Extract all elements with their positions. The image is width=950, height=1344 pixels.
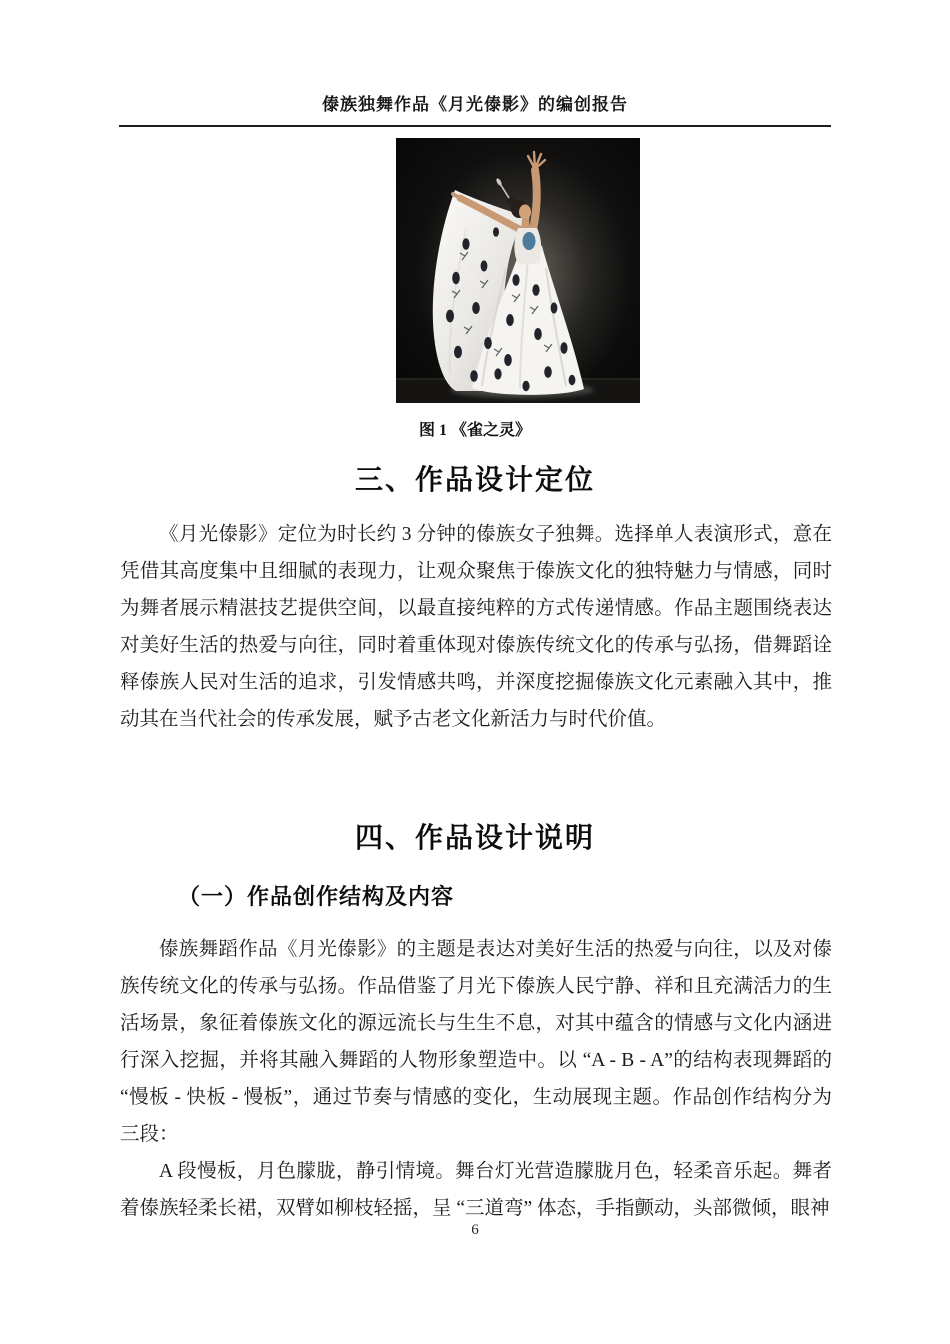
section-heading-design-description: 四、作品设计说明 [354, 822, 595, 853]
section-heading-design-positioning: 三、作品设计定位 [354, 464, 595, 495]
section-body [120, 931, 832, 1227]
figure-photo [396, 138, 640, 403]
dancer-stage-photo [396, 138, 640, 403]
figure-caption: 图 1 《雀之灵》 [418, 422, 531, 439]
document-title: 傣族独舞作品《月光傣影》的编创报告 [322, 95, 628, 114]
subsection-heading-structure-content: （一）作品创作结构及内容 [178, 884, 455, 909]
page-header [119, 90, 831, 127]
paragraph-section-a-slow: A 段慢板，月色朦胧，静引情境。舞台灯光营造朦胧月色，轻柔音乐起。舞者着傣族轻柔长裙，双臂如柳枝轻摇，呈 “三道弯” 体态，手指颤动，头部微倾，眼神 [120, 1161, 832, 1219]
page-number: 6 [471, 1222, 479, 1238]
paragraph-design-positioning: 《月光傣影》定位为时长约 3 分钟的傣族女子独舞。选择单人表演形式，意在凭借其高度集中且细腻的表现力，让观众聚焦于傣族文化的独特魅力与情感，同时为舞者展示精湛技艺提供空间，以最直接纯粹的方式传递情感。作品主题围绕表达对美好生活的热爱与向往，同时着重体现对傣族传统文化的传承与弘扬，借舞蹈诠释傣族人民对生活的追求，引发情感共鸣，并深度挖掘傣族文化元素融入其中，推动其在当代社会的传承发展，赋予古老文化新活力与时代价值。 [120, 524, 832, 730]
paragraph-theme-structure: 傣族舞蹈作品《月光傣影》的主题是表达对美好生活的热爱与向往，以及对傣族传统文化的传承与弘扬。作品借鉴了月光下傣族人民宁静、祥和且充满活力的生活场景，象征着傣族文化的源远流长与生生不息，对其中蕴含的情感与文化内涵进行深入挖掘，并将其融入舞蹈的人物形象塑造中。以 “A - B - A”的结构表现舞蹈的 “慢板 - 快板 - 慢板”，通过节奏与情感的变化，生动展现主题。作品创作结构分为三段： [120, 939, 832, 1145]
